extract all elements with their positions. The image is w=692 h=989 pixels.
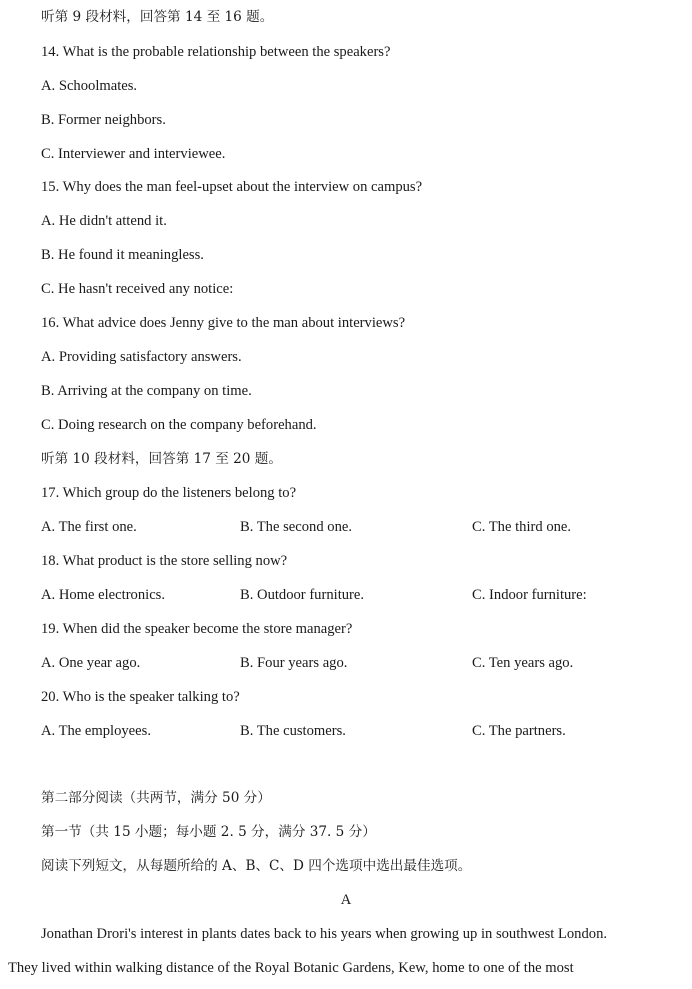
question-18-option-c: C. Indoor furniture: xyxy=(472,587,587,603)
question-18: 18. What product is the store selling now? xyxy=(41,553,288,569)
question-17-option-c: C. The third one. xyxy=(472,519,572,535)
section-9-heading: 听第 9 段材料，回答第 14 至 16 题。 xyxy=(41,9,274,25)
question-17: 17. Which group do the listeners belong to? xyxy=(41,485,297,501)
passage-line-1: Jonathan Drori's interest in plants dates back to his years when growing up in southwest London. xyxy=(41,926,608,942)
reading-instruction: 阅读下列短文，从每题所给的 A、B、C、D 四个选项中选出最佳选项。 xyxy=(41,858,472,874)
question-20-option-b: B. The customers. xyxy=(240,723,346,739)
question-20-option-c: C. The partners. xyxy=(472,723,566,739)
question-15: 15. Why does the man feel-upset about the interview on campus? xyxy=(41,179,423,195)
question-17-option-b: B. The second one. xyxy=(240,519,352,535)
section-10-heading: 听第 10 段材料，回答第 17 至 20 题。 xyxy=(41,451,282,467)
part-2-title: 第二部分阅读（共两节，满分 50 分） xyxy=(41,790,271,806)
question-16-option-a: A. Providing satisfactory answers. xyxy=(41,349,242,365)
question-17-option-a: A. The first one. xyxy=(41,519,137,535)
question-15-option-c: C. He hasn't received any notice: xyxy=(41,281,234,297)
question-15-option-b: B. He found it meaningless. xyxy=(41,247,204,263)
question-19-option-a: A. One year ago. xyxy=(41,655,141,671)
question-14-option-c: C. Interviewer and interviewee. xyxy=(41,146,226,162)
question-16-option-b: B. Arriving at the company on time. xyxy=(41,383,252,399)
question-15-option-a: A. He didn't attend it. xyxy=(41,213,167,229)
question-14: 14. What is the probable relationship between the speakers? xyxy=(41,44,391,60)
passage-line-2: They lived within walking distance of the Royal Botanic Gardens, Kew, home to one of the most xyxy=(8,960,574,976)
passage-label: A xyxy=(340,892,352,908)
question-19-option-b: B. Four years ago. xyxy=(240,655,348,671)
question-20: 20. Who is the speaker talking to? xyxy=(41,689,240,705)
question-14-option-b: B. Former neighbors. xyxy=(41,112,166,128)
part-2-section-1: 第一节（共 15 小题；每小题 2. 5 分，满分 37. 5 分） xyxy=(41,824,376,840)
question-20-option-a: A. The employees. xyxy=(41,723,151,739)
question-19: 19. When did the speaker become the store manager? xyxy=(41,621,353,637)
question-19-option-c: C. Ten years ago. xyxy=(472,655,574,671)
question-18-option-a: A. Home electronics. xyxy=(41,587,166,603)
question-16-option-c: C. Doing research on the company beforehand. xyxy=(41,417,317,433)
question-18-option-b: B. Outdoor furniture. xyxy=(240,587,365,603)
question-16: 16. What advice does Jenny give to the man about interviews? xyxy=(41,315,406,331)
question-14-option-a: A. Schoolmates. xyxy=(41,78,138,94)
